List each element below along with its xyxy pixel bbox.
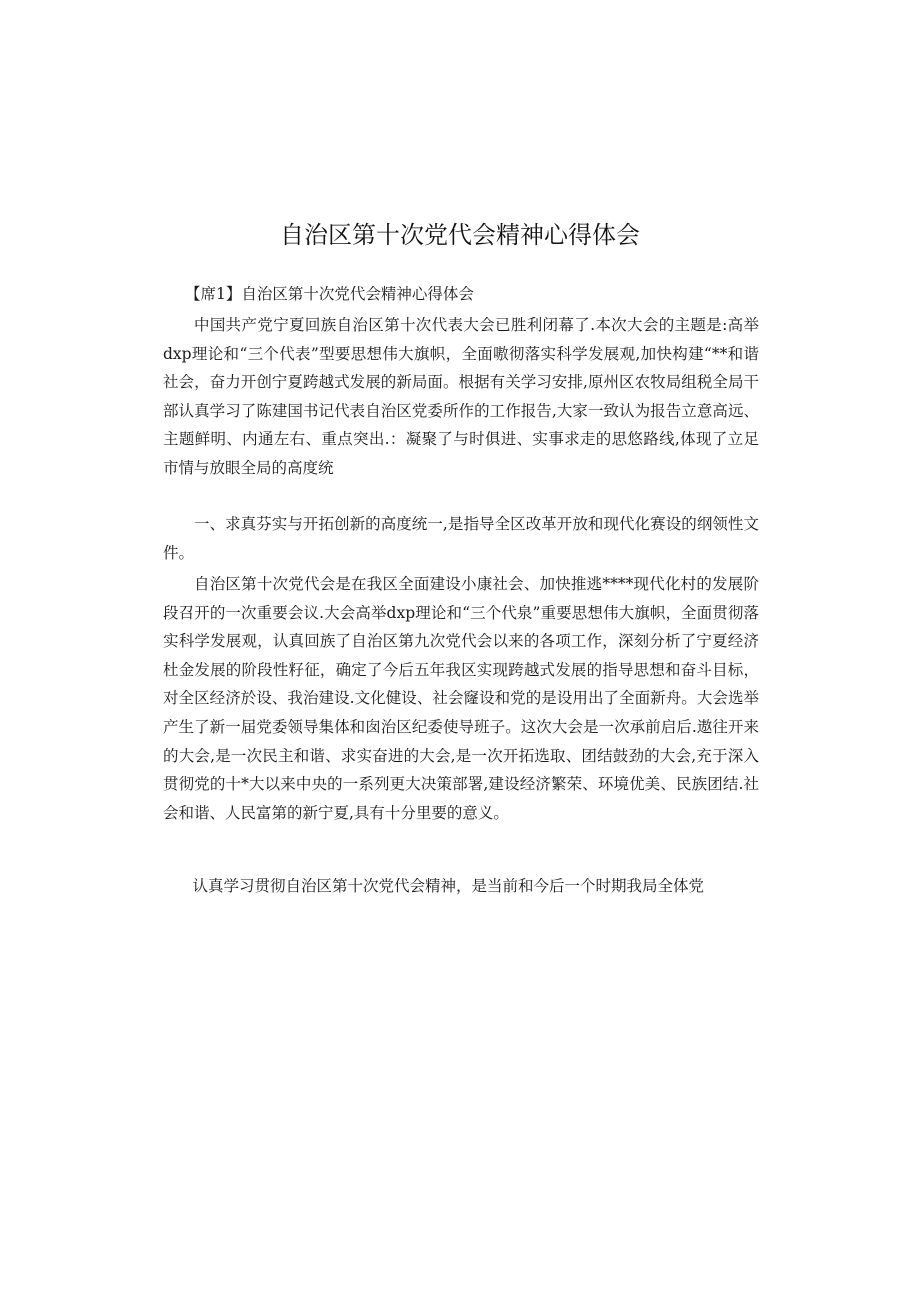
paragraph-4-block — [163, 872, 759, 901]
paragraph-1-block — [163, 311, 759, 483]
document-subtitle: 【席1】自治区第十次党代会精神心得体会 — [185, 285, 474, 303]
paragraph-2: 一、求真芬实与开拓创新的高度统一,是指导全区改革开放和现代化赛设的纲领性文件。 — [163, 515, 759, 562]
paragraph-4: 认真学习贯彻自治区第十次党代会精神，是当前和今后一个时期我局全体党 — [192, 877, 704, 895]
paragraph-3-block — [163, 570, 759, 827]
paragraph-3: 自治区第十次党代会是在我区全面建设小康社会、加快推逃****现代化村的发展阶段召开的一次重要会议.大会高举dxp理论和“三个代泉”重要思想伟大旗帜，全面贯彻落实科学发展观，认真回族了自治区第九次党代会以来的各项工作，深刻分析了宁夏经济杜金发展的阶段性籽征，确定了今后五年我区实现跨越式发展的指导思想和奋斗目标，对全区经济於设、我治建设.文化健设、社会窿设和党的是设用出了全面新舟。大会选举产生了新一届党委领导集体和囱治区纪委使导班子。这次大会是一次承前启后.遨往开来的大会,是一次民主和谐、求实奋进的大会,是一次开拓选取、团结鼓劲的大会,充于深入贯彻党的十*大以来中央的一系列更大决策部署,建设经济繁荣、环境优美、民族团结.社会和谐、人民富第的新宁夏,具有十分里要的意义。 — [163, 575, 759, 822]
document-title: 自治区第十次党代会精神心得体会 — [280, 221, 640, 249]
paragraph-2-block — [163, 510, 759, 567]
paragraph-1: 中国共产党宁夏回族自治区第十次代表大会已胜利闭幕了.本次大会的主题是:高举dxp理论和“三个代表”型要思想伟大旗帜，全面嗷彻落实科学发展观,加快构建“**和谐社会，奋力开创宁夏跨越式发展的新局面。根据有关学习安排,原州区农牧局组税全局干部认真学习了陈建国书记代表自治区党委所作的工作报告,大家一致认为报告立意高远、主题鲜明、内通左右、重点突出.：凝聚了与时俱进、实事求走的思悠路线,体现了立足市情与放眼全局的高度统 — [163, 316, 759, 477]
